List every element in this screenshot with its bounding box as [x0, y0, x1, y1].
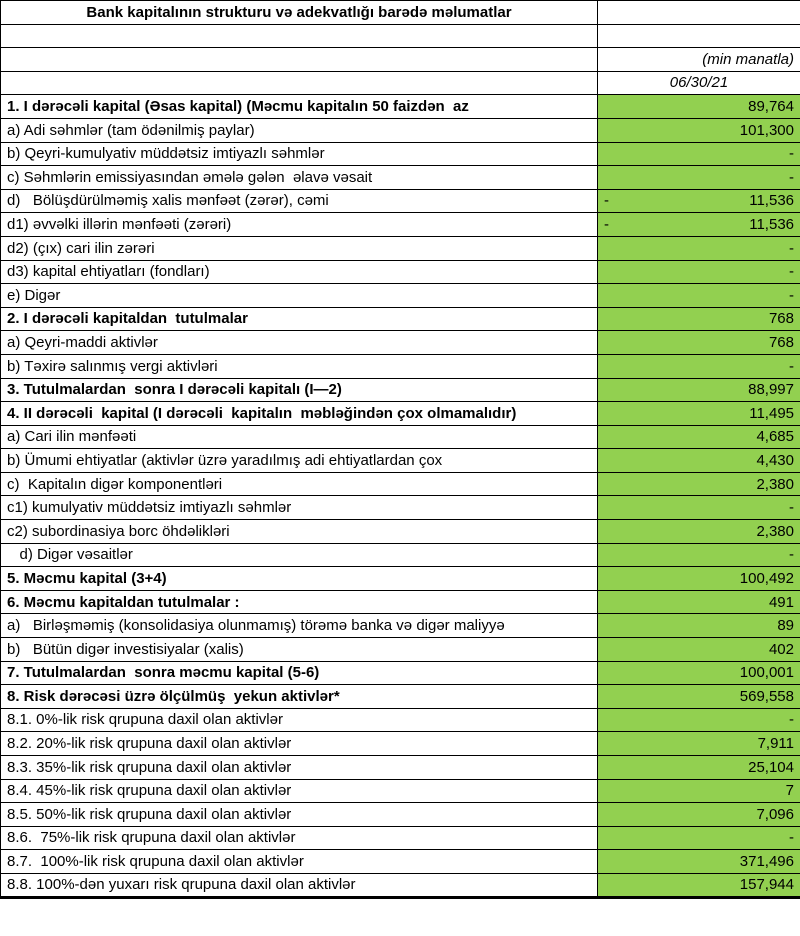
row-label: b) Təxirə salınmış vergi aktivləri: [1, 354, 598, 378]
table-row: [1, 873, 800, 897]
row-label: 6. Məcmu kapitaldan tutulmalar :: [1, 590, 598, 614]
row-value: [598, 850, 800, 874]
row-value: [598, 378, 800, 402]
table-row: [1, 590, 800, 614]
table-row: [1, 826, 800, 850]
table-row: [1, 661, 800, 685]
row-value-text: 768: [768, 333, 794, 351]
row-value: [598, 661, 800, 685]
table-row: [1, 118, 800, 142]
row-value-text: 7,911: [757, 735, 794, 753]
table-row: [1, 850, 800, 874]
row-value: [598, 567, 800, 591]
row-value: [598, 543, 800, 567]
table-row: [1, 260, 800, 284]
table-row: [1, 236, 800, 260]
table-row: [1, 496, 800, 520]
row-value-text: -: [789, 357, 794, 375]
row-value-text: 101,300: [739, 121, 794, 139]
negative-sign: -: [604, 216, 609, 234]
row-value-text: -: [789, 546, 794, 564]
unit-row-spacer-cell: [1, 48, 598, 72]
row-value-text: -: [789, 829, 794, 847]
data-rows: [1, 95, 800, 897]
row-value: [598, 331, 800, 355]
row-value-text: 402: [768, 640, 794, 658]
unit-label: (min manatla): [598, 48, 800, 72]
spacer-row: [1, 24, 800, 48]
row-value: [598, 685, 800, 709]
table-row: [1, 142, 800, 166]
row-value: [598, 354, 800, 378]
row-value: [598, 236, 800, 260]
date-row: [1, 71, 800, 95]
table-row: [1, 213, 800, 237]
page-title: Bank kapitalının strukturu və adekvatlığı barədə məlumatlar: [1, 1, 598, 25]
row-value-text: 11,495: [749, 404, 794, 422]
table-row: [1, 732, 800, 756]
unit-row: [1, 48, 800, 72]
row-label: a) Adi səhmlər (tam ödənilmiş paylar): [1, 118, 598, 142]
row-label: 5. Məcmu kapital (3+4): [1, 567, 598, 591]
row-value: [598, 803, 800, 827]
row-value: [598, 873, 800, 897]
row-label: 3. Tutulmalardan sonra I dərəcəli kapitalı (I—2): [1, 378, 598, 402]
row-label: 8.7. 100%-lik risk qrupuna daxil olan aktivlər: [1, 850, 598, 874]
row-value: [598, 307, 800, 331]
row-value-text: 25,104: [748, 758, 794, 776]
row-value: [598, 614, 800, 638]
date-label: 06/30/21: [598, 71, 800, 95]
table-row: [1, 803, 800, 827]
date-row-spacer-cell: [1, 71, 598, 95]
row-label: d) Digər vəsaitlər: [1, 543, 598, 567]
table-row: [1, 685, 800, 709]
row-value-text: 7: [785, 782, 794, 800]
spacer-label-cell: [1, 24, 598, 48]
row-value: [598, 118, 800, 142]
header-rows: [1, 1, 800, 95]
row-value-text: 11,536: [749, 192, 794, 210]
row-label: 8.1. 0%-lik risk qrupuna daxil olan aktivlər: [1, 708, 598, 732]
row-label: b) Bütün digər investisiyalar (xalis): [1, 638, 598, 662]
row-label: c) Səhmlərin emissiyasından əmələ gələn əlavə vəsait: [1, 166, 598, 190]
row-value: [598, 732, 800, 756]
row-label: c1) kumulyativ müddətsiz imtiyazlı səhmlər: [1, 496, 598, 520]
table-row: [1, 779, 800, 803]
row-label: a) Qeyri-maddi aktivlər: [1, 331, 598, 355]
row-value: [598, 213, 800, 237]
table-row: [1, 284, 800, 308]
row-value-text: 569,558: [739, 687, 794, 705]
row-value: [598, 260, 800, 284]
table-row: [1, 425, 800, 449]
row-label: d3) kapital ehtiyatları (fondları): [1, 260, 598, 284]
row-value: [598, 284, 800, 308]
table-row: [1, 331, 800, 355]
row-label: d1) əvvəlki illərin mənfəəti (zərəri): [1, 213, 598, 237]
table-row: [1, 638, 800, 662]
table-row: [1, 402, 800, 426]
row-value-text: 100,492: [739, 569, 794, 587]
row-label: 8.2. 20%-lik risk qrupuna daxil olan aktivlər: [1, 732, 598, 756]
row-value-text: -: [789, 286, 794, 304]
row-label: c2) subordinasiya borc öhdəlikləri: [1, 520, 598, 544]
row-label: 8.3. 35%-lik risk qrupuna daxil olan aktivlər: [1, 756, 598, 780]
row-value-text: 2,380: [756, 475, 794, 493]
row-value: [598, 472, 800, 496]
row-label: 1. I dərəcəli kapital (Əsas kapital) (Məcmu kapitalın 50 faizdən az: [1, 95, 598, 119]
row-label: b) Ümumi ehtiyatlar (aktivlər üzrə yaradılmış adi ehtiyatlardan çox: [1, 449, 598, 473]
row-value: [598, 166, 800, 190]
table-row: [1, 520, 800, 544]
row-value-text: 2,380: [756, 522, 794, 540]
row-value-text: -: [789, 499, 794, 517]
row-value: [598, 142, 800, 166]
spacer-value-cell: [598, 24, 800, 48]
row-label: d2) (çıx) cari ilin zərəri: [1, 236, 598, 260]
row-value-text: 4,685: [756, 428, 794, 446]
row-value-text: -: [789, 263, 794, 281]
row-value-text: 11,536: [749, 216, 794, 234]
row-label: 8.6. 75%-lik risk qrupuna daxil olan aktivlər: [1, 826, 598, 850]
row-value-text: 4,430: [756, 451, 794, 469]
row-value: [598, 638, 800, 662]
row-label: e) Digər: [1, 284, 598, 308]
row-value-text: 768: [768, 310, 794, 328]
table-row: [1, 614, 800, 638]
row-value: [598, 756, 800, 780]
row-value-text: 88,997: [748, 381, 794, 399]
table-row: [1, 472, 800, 496]
row-value: [598, 779, 800, 803]
table-row: [1, 166, 800, 190]
row-label: a) Cari ilin mənfəəti: [1, 425, 598, 449]
row-value: [598, 449, 800, 473]
row-label: b) Qeyri-kumulyativ müddətsiz imtiyazlı səhmlər: [1, 142, 598, 166]
row-value: [598, 590, 800, 614]
row-value: [598, 189, 800, 213]
table-row: [1, 756, 800, 780]
table-row: [1, 449, 800, 473]
negative-sign: -: [604, 192, 609, 210]
row-value: [598, 520, 800, 544]
row-value-text: -: [789, 145, 794, 163]
table-row: [1, 189, 800, 213]
row-value-text: 491: [768, 593, 794, 611]
table-row: [1, 543, 800, 567]
row-label: 4. II dərəcəli kapital (I dərəcəli kapitalın məbləğindən çox olmamalıdır): [1, 402, 598, 426]
row-value-text: 157,944: [739, 876, 794, 894]
title-row: [1, 1, 800, 25]
row-value: [598, 826, 800, 850]
row-label: d) Bölüşdürülməmiş xalis mənfəət (zərər), cəmi: [1, 189, 598, 213]
row-value-text: -: [789, 239, 794, 257]
row-label: 8.5. 50%-lik risk qrupuna daxil olan aktivlər: [1, 803, 598, 827]
row-label: 8.4. 45%-lik risk qrupuna daxil olan aktivlər: [1, 779, 598, 803]
row-value-text: 89,764: [748, 98, 794, 116]
row-value: [598, 402, 800, 426]
row-value: [598, 496, 800, 520]
row-value-text: 371,496: [739, 853, 794, 871]
row-value-text: 100,001: [739, 664, 794, 682]
row-label: 8. Risk dərəcəsi üzrə ölçülmüş yekun aktivlər*: [1, 685, 598, 709]
row-label: 2. I dərəcəli kapitaldan tutulmalar: [1, 307, 598, 331]
row-value-text: 89: [777, 617, 794, 635]
row-value-text: -: [789, 168, 794, 186]
table-row: [1, 378, 800, 402]
row-label: a) Birləşməmiş (konsolidasiya olunmamış) törəmə banka və digər maliyyə: [1, 614, 598, 638]
title-row-spacer-cell: [598, 1, 800, 25]
row-label: 7. Tutulmalardan sonra məcmu kapital (5-6): [1, 661, 598, 685]
row-value: [598, 425, 800, 449]
row-value: [598, 708, 800, 732]
row-value: [598, 95, 800, 119]
table-row: [1, 354, 800, 378]
table-row: [1, 307, 800, 331]
row-label: 8.8. 100%-dən yuxarı risk qrupuna daxil olan aktivlər: [1, 873, 598, 897]
table-row: [1, 567, 800, 591]
table-row: [1, 708, 800, 732]
row-value-text: 7,096: [756, 805, 794, 823]
table-row: [1, 95, 800, 119]
row-label: c) Kapitalın digər komponentləri: [1, 472, 598, 496]
row-value-text: -: [789, 711, 794, 729]
